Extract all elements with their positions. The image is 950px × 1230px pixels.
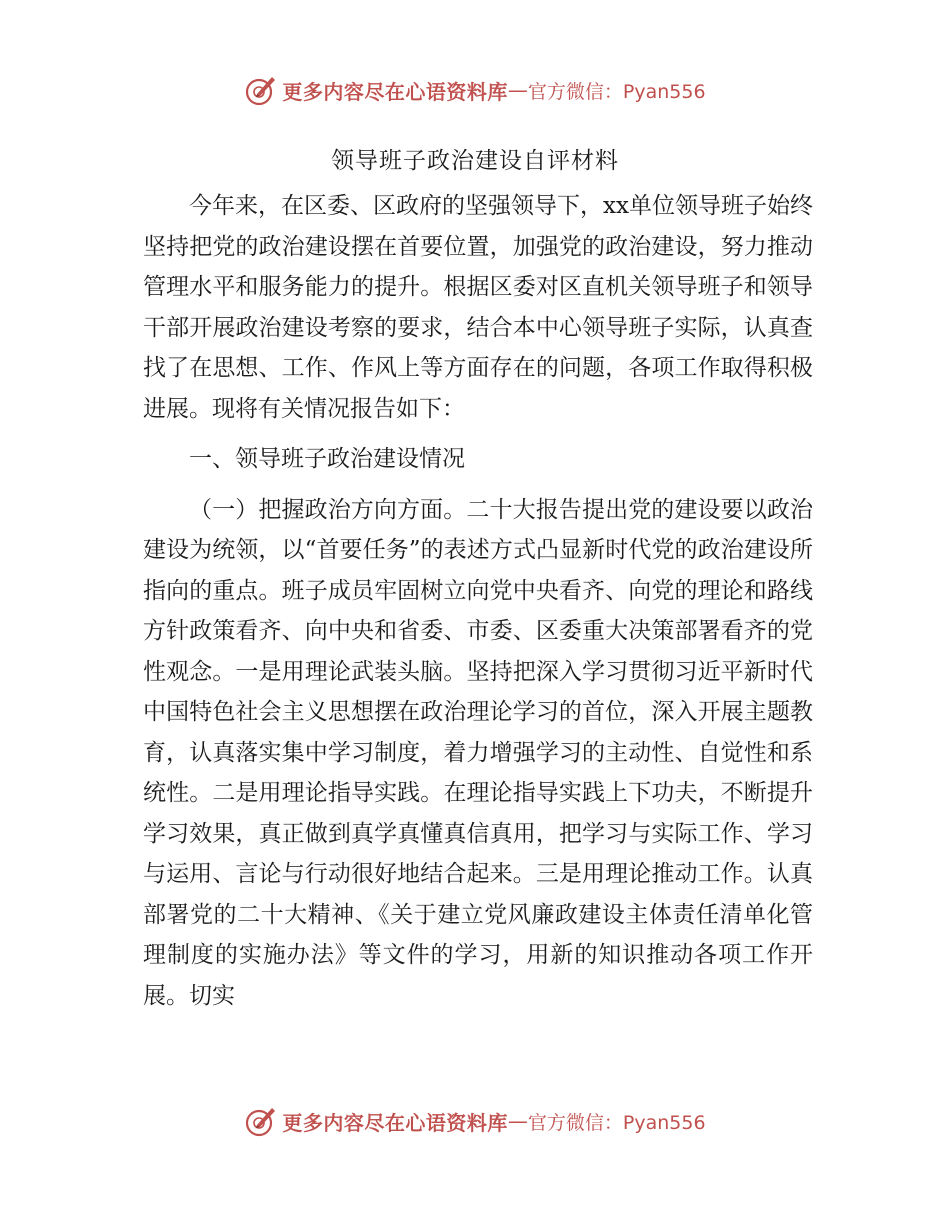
paragraph: 今年来，在区委、区政府的坚强领导下，xx单位领导班子始终坚持把党的政治建设摆在首要位置，加强党的政治建设，努力推动管理水平和服务能力的提升。根据区委对区直机关领导班子和领导干部开展政治建设考察的要求，结合本中心领导班子实际，认真查找了在思想、工作、作风上等方面存在的问题，各项工作取得积极进展。现将有关情况报告如下： bbox=[143, 193, 813, 422]
header-watermark-banner bbox=[0, 70, 950, 110]
paragraph: （一）把握政治方向方面。二十大报告提出党的建设要以政治建设为统领，以“首要任务”的表述方式凸显新时代党的政治建设所指向的重点。班子成员牢固树立向党中央看齐、向党的理论和路线方针政策看齐、向中央和省委、市委、区委重大决策部署看齐的党性观念。一是用理论武装头脑。坚持把深入学习贯彻习近平新时代中国特色社会主义思想摆在政治理论学习的首位，深入开展主题教育，认真落实集中学习制度，着力增强学习的主动性、自觉性和系统性。二是用理论指导实践。在理论指导实践上下功夫，不断提升学习效果，真正做到真学真懂真信真用，把学习与实际工作、学习与运用、言论与行动很好地结合起来。三是用理论推动工作。认真部署党的二十大精神、《关于建立党风廉政建设主体责任清单化管理制度的实施办法》等文件的学习，用新的知识推动各项工作开展。切实 bbox=[143, 496, 813, 1009]
section-heading: 一、领导班子政治建设情况 bbox=[189, 446, 465, 472]
banner-wechat: 官方微信：Pyan556 bbox=[527, 80, 706, 103]
pen-logo-icon bbox=[244, 1104, 278, 1138]
footer-watermark-banner bbox=[0, 1101, 950, 1141]
banner-wechat: 官方微信：Pyan556 bbox=[527, 1111, 706, 1134]
pen-logo-icon bbox=[244, 73, 278, 107]
banner-text: 更多内容尽在心语资料库 bbox=[282, 79, 508, 104]
banner-text: 更多内容尽在心语资料库 bbox=[282, 1110, 508, 1135]
document-body bbox=[143, 186, 813, 1016]
banner-separator: — bbox=[507, 1109, 528, 1133]
document-title: 领导班子政治建设自评材料 bbox=[331, 148, 619, 174]
banner-separator: — bbox=[507, 78, 528, 102]
